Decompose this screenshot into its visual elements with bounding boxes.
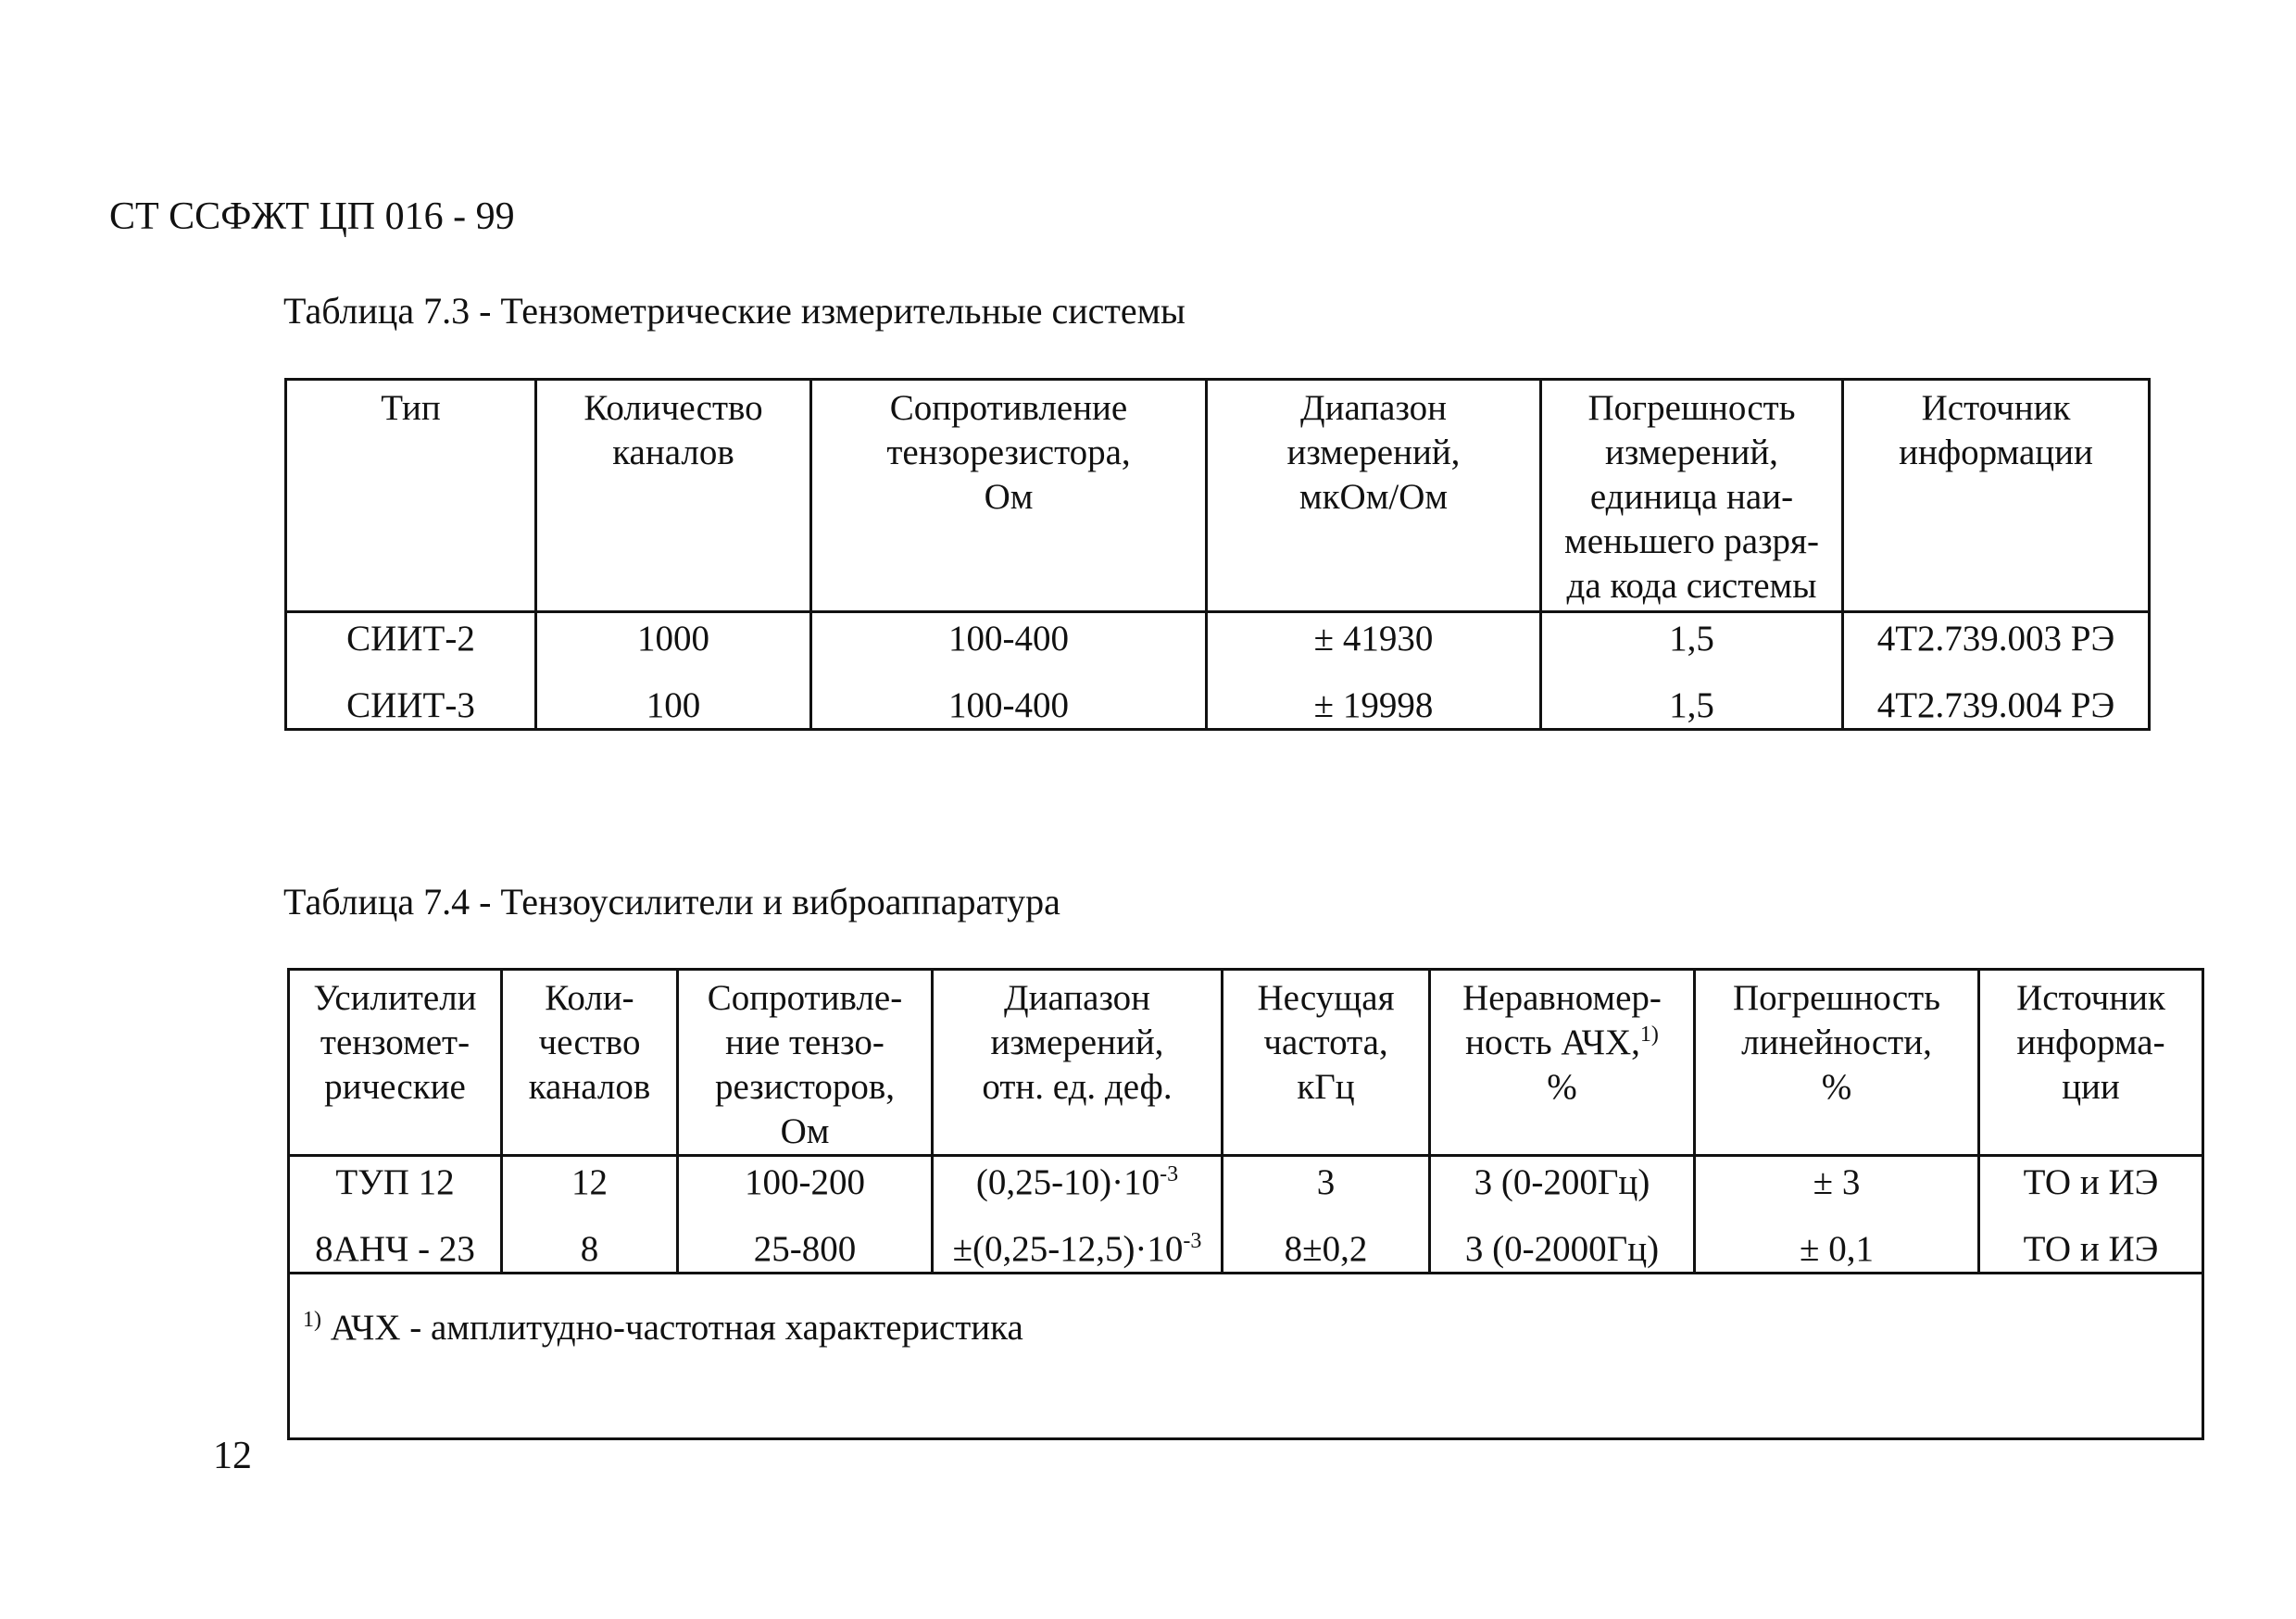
column-header-linearity-error: Погрешность линейности, % <box>1695 970 1979 1156</box>
column-header-nonuniformity <box>1430 970 1695 1156</box>
cell-resistance: 25-800 <box>678 1211 933 1274</box>
footnote <box>289 1274 2203 1439</box>
cell-source: 4Т2.739.004 РЭ <box>1843 667 2150 730</box>
footnote-marker: 1) <box>1639 1023 1659 1047</box>
cell-resistance: 100-200 <box>678 1156 933 1211</box>
column-header-resistance: Сопротивле- ние тензо- резисторов, Ом <box>678 970 933 1156</box>
header-unit: % <box>1547 1067 1577 1107</box>
cell-type: СИИТ-2 <box>286 612 536 668</box>
page-number: 12 <box>213 1435 252 1477</box>
column-header-carrier-frequency: Несущая частота, кГц <box>1223 970 1430 1156</box>
cell-nonuniformity: 3 (0-2000Гц) <box>1430 1211 1695 1274</box>
column-header-resistance: Сопротивление тензорезистора, Ом <box>811 380 1207 612</box>
footnote-row <box>289 1274 2203 1439</box>
cell-source: ТО и ИЭ <box>1979 1156 2203 1211</box>
column-header-amplifiers: Усилители тензомет- рические <box>289 970 502 1156</box>
cell-linearity-error: ± 3 <box>1695 1156 1979 1211</box>
cell-carrier-frequency: 8±0,2 <box>1223 1211 1430 1274</box>
cell-channels: 8 <box>502 1211 678 1274</box>
cell-range <box>933 1156 1223 1211</box>
table-7-4 <box>287 968 2204 1440</box>
cell-channels: 1000 <box>536 612 811 668</box>
column-header-range: Диапазон измерений, отн. ед. деф. <box>933 970 1223 1156</box>
cell-nonuniformity: 3 (0-200Гц) <box>1430 1156 1695 1211</box>
table-row <box>286 667 2150 730</box>
cell-source: 4Т2.739.003 РЭ <box>1843 612 2150 668</box>
column-header-channels: Коли- чество каналов <box>502 970 678 1156</box>
cell-carrier-frequency: 3 <box>1223 1156 1430 1211</box>
table-7-3 <box>284 378 2151 731</box>
cell-error: 1,5 <box>1541 667 1843 730</box>
cell-amplifier: ТУП 12 <box>289 1156 502 1211</box>
document-code: СТ ССФЖТ ЦП 016 - 99 <box>109 195 515 238</box>
column-header-error: Погрешность измерений, единица наи- меньшего разря- да кода системы <box>1541 380 1843 612</box>
range-value: ±(0,25-12,5)·10 <box>952 1229 1184 1269</box>
table-7-3-caption: Таблица 7.3 - Тензометрические измерительные системы <box>283 290 1186 332</box>
cell-linearity-error: ± 0,1 <box>1695 1211 1979 1274</box>
cell-type: СИИТ-3 <box>286 667 536 730</box>
range-value: (0,25-10)·10 <box>975 1162 1161 1202</box>
table-header-row <box>286 380 2150 612</box>
cell-channels: 12 <box>502 1156 678 1211</box>
column-header-range: Диапазон измерений, мкОм/Ом <box>1207 380 1541 612</box>
cell-error: 1,5 <box>1541 612 1843 668</box>
cell-range: ± 41930 <box>1207 612 1541 668</box>
table-row <box>289 1156 2203 1211</box>
table-row <box>289 1211 2203 1274</box>
cell-range: ± 19998 <box>1207 667 1541 730</box>
footnote-text: АЧХ - амплитудно-частотная характеристика <box>321 1308 1023 1348</box>
table-header-row <box>289 970 2203 1156</box>
cell-source: ТО и ИЭ <box>1979 1211 2203 1274</box>
cell-range <box>933 1211 1223 1274</box>
footnote-mark: 1) <box>303 1308 321 1332</box>
range-exponent: -3 <box>1183 1229 1202 1253</box>
column-header-source: Источник информации <box>1843 380 2150 612</box>
cell-amplifier: 8АНЧ - 23 <box>289 1211 502 1274</box>
range-exponent: -3 <box>1160 1162 1179 1186</box>
table-row <box>286 612 2150 668</box>
cell-resistance: 100-400 <box>811 612 1207 668</box>
cell-resistance: 100-400 <box>811 667 1207 730</box>
column-header-source: Источник информа- ции <box>1979 970 2203 1156</box>
column-header-channels: Количество каналов <box>536 380 811 612</box>
header-text: Неравномер- ность АЧХ, <box>1462 978 1662 1062</box>
table-7-4-caption: Таблица 7.4 - Тензоусилители и виброаппаратура <box>283 881 1060 922</box>
column-header-type: Тип <box>286 380 536 612</box>
cell-channels: 100 <box>536 667 811 730</box>
